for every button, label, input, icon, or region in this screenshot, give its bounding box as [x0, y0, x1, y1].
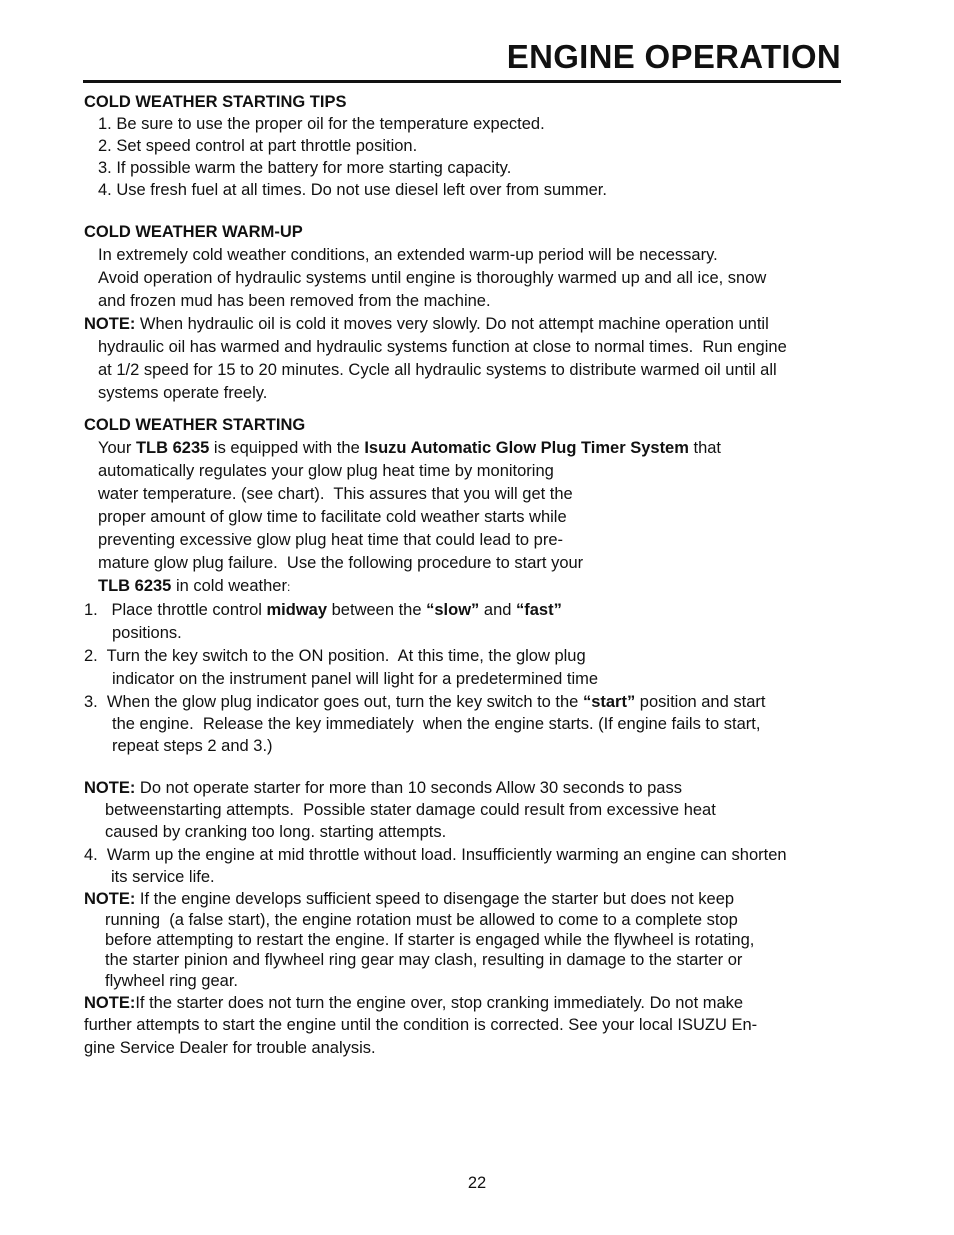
warmup-line: Avoid operation of hydraulic systems until engine is thoroughly warmed up and all ice, snow	[98, 269, 767, 287]
step-text: 3. When the glow plug indicator goes out, turn the key switch to the	[84, 693, 583, 711]
model-name: TLB 6235	[98, 577, 172, 595]
model-name: TLB 6235	[135, 439, 210, 457]
note-3-line: gine Service Dealer for trouble analysis.	[84, 1039, 376, 1057]
note-1	[84, 777, 854, 799]
note-label: NOTE:	[84, 779, 136, 797]
step-text: between the	[327, 601, 427, 619]
note-3	[84, 992, 854, 1014]
note-label: NOTE:	[84, 890, 136, 908]
intro-line: mature glow plug failure. Use the following procedure to start your	[98, 554, 584, 572]
tip-item: 1. Be sure to use the proper oil for the temperature expected.	[98, 115, 545, 133]
step-1-cont: positions.	[112, 624, 182, 642]
step-emphasis: “start”	[582, 693, 636, 711]
step-emphasis: midway	[266, 601, 328, 619]
section-heading-warmup: COLD WEATHER WARM-UP	[84, 223, 303, 241]
page-number: 22	[467, 1174, 487, 1192]
intro-line: proper amount of glow time to facilitate cold weather starts while	[98, 508, 567, 526]
section-heading-starting: COLD WEATHER STARTING	[84, 416, 306, 434]
note-1-line: betweenstarting attempts. Possible stater damage could result from excessive heat	[105, 801, 716, 819]
warmup-note	[84, 313, 854, 335]
note-text: If the starter does not turn the engine over, stop cranking immediately. Do not make	[135, 994, 744, 1012]
intro-line: preventing excessive glow plug heat time that could lead to pre-	[98, 531, 564, 549]
section-heading-tips: COLD WEATHER STARTING TIPS	[84, 93, 347, 111]
step-3	[84, 691, 854, 713]
step-emphasis: “slow”	[426, 601, 480, 619]
page-title: ENGINE OPERATION	[506, 38, 841, 75]
intro-text: is equipped with the	[209, 439, 365, 457]
page-content	[84, 91, 854, 1059]
title-rule	[83, 80, 841, 83]
intro-last-line	[84, 575, 854, 598]
tip-item: 2. Set speed control at part throttle position.	[98, 137, 418, 155]
note-text: When hydraulic oil is cold it moves very slowly. Do not attempt machine operation until	[135, 315, 769, 333]
note-label: NOTE:	[84, 994, 136, 1012]
note-label: NOTE:	[84, 315, 136, 333]
step-3-cont: the engine. Release the key immediately when the engine starts. (If engine fails to start,	[112, 715, 761, 733]
note-2-line: before attempting to restart the engine. If starter is engaged while the flywheel is rotating,	[105, 931, 755, 949]
starting-intro	[84, 437, 854, 459]
system-name: Isuzu Automatic Glow Plug Timer System	[364, 439, 689, 457]
step-text: and	[479, 601, 517, 619]
step-3-cont: repeat steps 2 and 3.)	[112, 737, 273, 755]
warmup-line: In extremely cold weather conditions, an extended warm-up period will be necessary.	[98, 246, 718, 264]
warmup-note-line: systems operate freely.	[98, 384, 268, 402]
step-text: position and start	[635, 693, 766, 711]
step-4: 4. Warm up the engine at mid throttle without load. Insufficiently warming an engine can shorten	[84, 846, 787, 864]
note-text: Do not operate starter for more than 10 seconds Allow 30 seconds to pass	[135, 779, 682, 797]
note-2-line: the starter pinion and flywheel ring gear may clash, resulting in damage to the starter or	[105, 951, 743, 969]
intro-text: Your	[98, 439, 136, 457]
intro-text: in cold weather	[171, 577, 287, 595]
warmup-note-line: at 1/2 speed for 15 to 20 minutes. Cycle all hydraulic systems to distribute warmed oil until all	[98, 361, 777, 379]
note-2-line: running (a false start), the engine rotation must be allowed to come to a complete stop	[105, 911, 738, 929]
tip-item: 3. If possible warm the battery for more starting capacity.	[98, 159, 512, 177]
intro-line: automatically regulates your glow plug heat time by monitoring	[98, 462, 554, 480]
note-3-line: further attempts to start the engine until the condition is corrected. See your local ISUZU En-	[84, 1016, 758, 1034]
intro-text: that	[688, 439, 722, 457]
warmup-note-line: hydraulic oil has warmed and hydraulic systems function at close to normal times. Run engine	[98, 338, 787, 356]
intro-line: water temperature. (see chart). This assures that you will get the	[98, 485, 573, 503]
note-2-line: flywheel ring gear.	[105, 972, 238, 990]
tip-item: 4. Use fresh fuel at all times. Do not use diesel left over from summer.	[98, 181, 607, 199]
note-2	[84, 888, 854, 910]
warmup-line: and frozen mud has been removed from the machine.	[98, 292, 491, 310]
step-2: 2. Turn the key switch to the ON position. At this time, the glow plug	[84, 647, 586, 665]
note-1-line: caused by cranking too long. starting attempts.	[105, 823, 447, 841]
step-text: 1. Place throttle control	[84, 601, 267, 619]
step-2-cont: indicator on the instrument panel will light for a predetermined time	[112, 670, 599, 688]
step-1	[84, 599, 854, 621]
intro-colon: :	[286, 580, 291, 594]
step-emphasis: “fast”	[516, 601, 562, 619]
step-4-cont: its service life.	[111, 868, 215, 886]
note-text: If the engine develops sufficient speed to disengage the starter but does not keep	[135, 890, 735, 908]
